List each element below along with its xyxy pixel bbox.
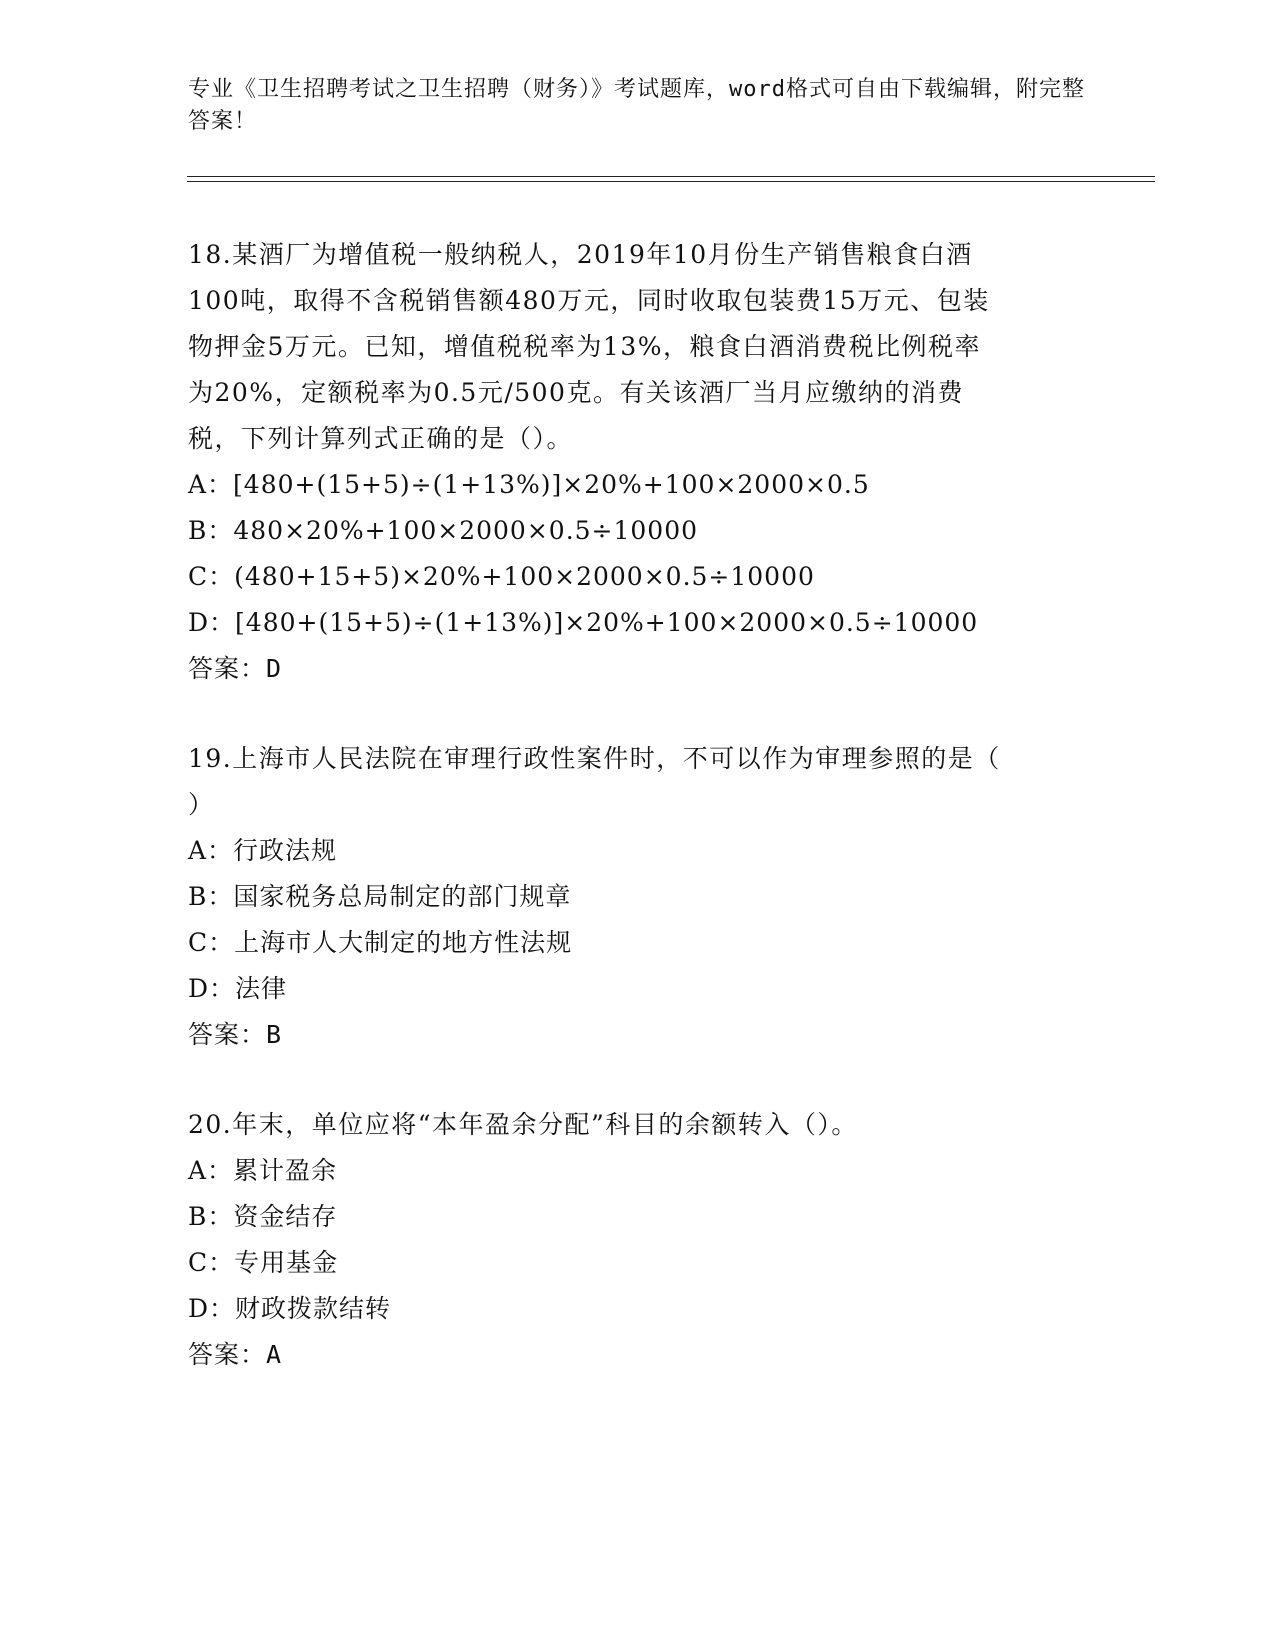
option-c: C：专用基金 [188,1248,339,1277]
option-d: D：财政拨款结转 [188,1294,392,1323]
question-text-line: 19.上海市人民法院在审理行政性案件时，不可以作为审理参照的是（ [188,744,1001,773]
question-text-line: 100吨，取得不含税销售额480万元，同时收取包装费15万元、包装 [188,286,990,315]
option-c: C：(480+15+5)×20%+100×2000×0.5÷10000 [188,562,815,591]
header-rule-top [187,176,1155,177]
option-a: A：[480+(15+5)÷(1+13%)]×20%+100×2000×0.5 [188,470,870,499]
question-19 [188,736,1088,1058]
answer-label: 答案：B [188,1020,283,1049]
header-rule-bottom [187,181,1155,182]
question-text-line: 为20%，定额税率为0.5元/500克。有关该酒厂当月应缴纳的消费 [188,378,964,407]
option-a: A：行政法规 [188,836,338,865]
question-spacer [188,1058,1088,1102]
question-20 [188,1102,1088,1378]
option-b: B：480×20%+100×2000×0.5÷10000 [188,516,699,545]
question-spacer [188,692,1088,736]
question-text-line: 20.年末，单位应将“本年盈余分配”科目的余额转入（）。 [188,1110,858,1139]
question-18 [188,232,1088,692]
document-header: 专业《卫生招聘考试之卫生招聘（财务）》考试题库，word格式可自由下载编辑，附完整答案！ [188,77,1085,134]
option-d: D：法律 [188,974,288,1003]
question-text-line: 18.某酒厂为增值税一般纳税人，2019年10月份生产销售粮食白酒 [188,240,973,269]
option-c: C：上海市人大制定的地方性法规 [188,928,573,957]
question-text-line: ） [188,790,215,819]
answer-label: 答案：D [188,654,283,683]
option-b: B：资金结存 [188,1202,338,1231]
question-text-line: 物押金5万元。已知，增值税税率为13%，粮食白酒消费税比例税率 [188,332,981,361]
option-d: D：[480+(15+5)÷(1+13%)]×20%+100×2000×0.5÷10000 [188,608,979,637]
question-text-line: 税，下列计算列式正确的是（）。 [188,424,574,453]
question-list [188,232,1088,1378]
option-a: A：累计盈余 [188,1156,338,1185]
option-b: B：国家税务总局制定的部门规章 [188,882,572,911]
answer-label: 答案：A [188,1340,283,1369]
